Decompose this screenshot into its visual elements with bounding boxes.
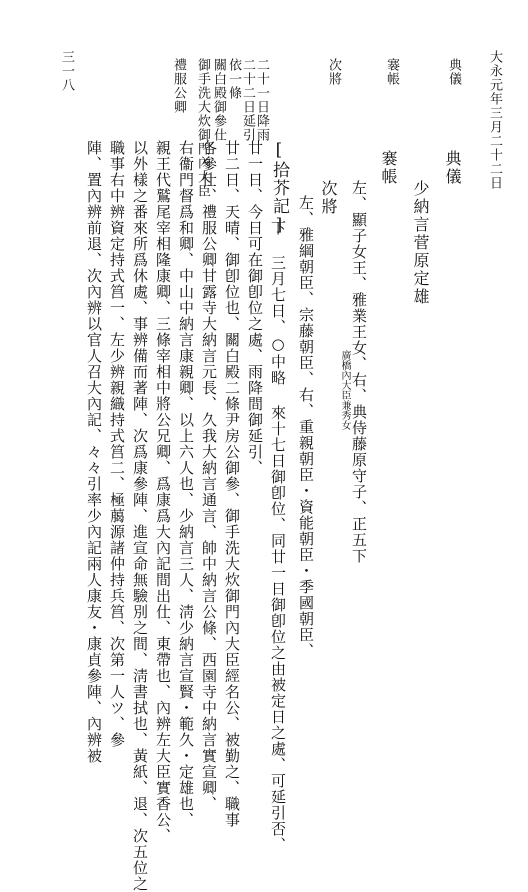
running-title: 大永元年三月二十二日 <box>487 50 502 190</box>
text-column-9: 廿二日、天晴、御卽位也、關白殿二條尹房公御參、御手洗大炊御門內大臣經名公、被勤之、職事 <box>223 140 241 828</box>
text-column-1: 典儀 <box>443 150 462 186</box>
top-heading-col4: 二十一日降雨 <box>254 58 269 142</box>
text-column-7: 下 三月七日、○中略 來十七日御卽位、同廿一日御卽位之由被定日之處、可延引否、 <box>269 220 287 853</box>
text-column-10: 各參仕、禮服公卿甘露寺大納言元長、久我大納言通言、帥中納言公條、西園寺中納言實宣卿、 <box>200 140 218 812</box>
text-column-4-note: 廣橋內大臣兼秀女 <box>339 350 350 430</box>
text-column-6: 左、雅綱朝臣、宗藤朝臣、右、重親朝臣・資能朝臣・季國朝臣、 <box>297 195 315 659</box>
top-heading-col5: 二十二日延引 <box>240 58 255 142</box>
text-column-2: 少納言菅原定雄 <box>411 180 430 306</box>
page-number: 三一八 <box>59 50 74 92</box>
top-heading-col2: 褰帳 <box>384 58 399 86</box>
text-column-5: 次將 <box>319 180 338 216</box>
top-heading-col7: 關白殿御參仕 <box>211 58 226 142</box>
top-heading-col3: 次將 <box>326 58 341 86</box>
text-column-13: 以外樣之番來所爲休處、事辨備而著陣、次爲康參陣、進宣命無驗別之間、淸書拭也、黃紙、退、次五位之 <box>131 140 149 892</box>
top-heading-col8: 御手洗大炊御門內大臣 <box>195 58 210 198</box>
source-heading: [拾芥記] <box>269 140 289 236</box>
text-column-12: 親王代鷲尾宰相隆康卿、三條宰相中將公兄卿、爲康爲大內記間出仕、東帶也、內辨左大臣實香公、 <box>154 140 172 844</box>
text-column-8: 廿一日、今日可在御卽位之處、雨降間御延引、 <box>246 140 264 476</box>
top-heading-col1: 典儀 <box>446 58 461 86</box>
text-column-11: 右衞門督爲和卿、中山中納言康親卿、以上六人也、少納言三人、淸少納言宣賢・範久・定雄也、 <box>177 140 195 828</box>
text-column-3: 褰帳 <box>379 150 398 186</box>
text-column-4: 左、顯子女王、雅業王女、右、典侍藤原守子、正五下 <box>350 180 368 564</box>
text-column-15: 陣、置內辨前退、次內辨以官人召大內記、々々引率少內記兩人康友・康貞參陣、內辨被 <box>85 140 103 764</box>
text-column-14: 職事右中辨資定持式筥一、左少辨親織持式筥二、極﨟源諸仲持兵筥、次第一人ツ、參 <box>108 140 126 748</box>
top-heading-col9: 禮服公卿 <box>171 58 186 114</box>
top-heading-col6: 依一條 <box>226 58 241 100</box>
